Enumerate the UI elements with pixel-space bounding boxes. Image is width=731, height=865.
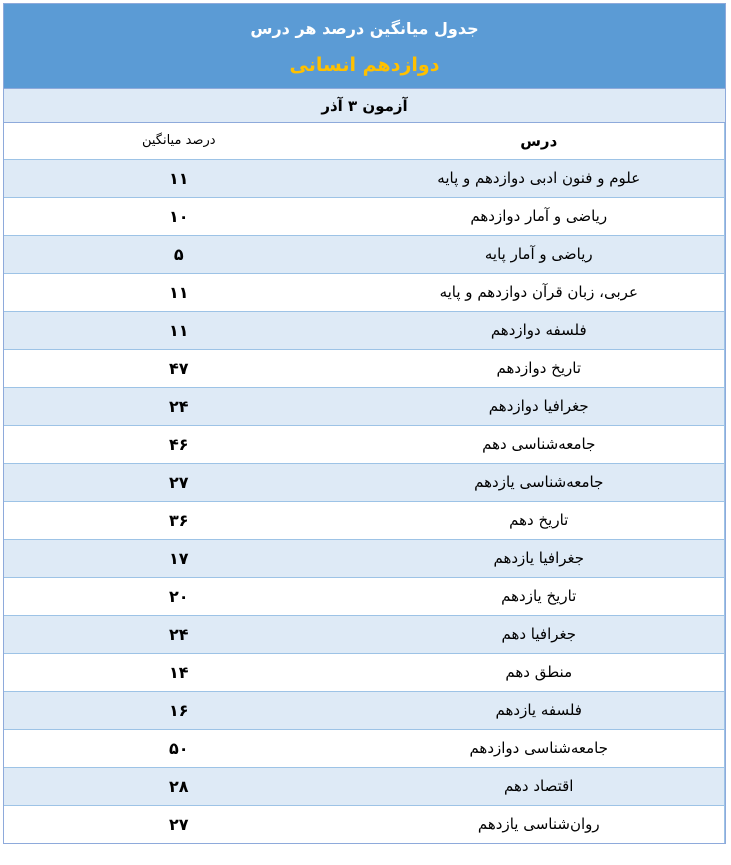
table-row	[4, 729, 725, 767]
average-cell: ۲۰	[4, 577, 354, 615]
lesson-cell: جغرافیا دهم	[354, 615, 725, 653]
average-cell: ۱۱	[4, 311, 354, 349]
average-cell: ۱۱	[4, 159, 354, 197]
table-row	[4, 159, 725, 197]
lesson-cell: جغرافیا یازدهم	[354, 539, 725, 577]
lesson-cell: جامعه‌شناسی دهم	[354, 425, 725, 463]
table-row	[4, 653, 725, 691]
column-header-row	[4, 123, 725, 159]
table-row	[4, 463, 725, 501]
column-header-average: درصد میانگین	[4, 123, 354, 159]
average-percent-table	[3, 3, 726, 844]
lesson-cell: تاریخ یازدهم	[354, 577, 725, 615]
average-cell: ۵	[4, 235, 354, 273]
table-header	[4, 4, 725, 89]
table-row	[4, 805, 725, 843]
table-row	[4, 349, 725, 387]
table-subtitle: دوازدهم انسانی	[289, 54, 440, 76]
average-cell: ۱۴	[4, 653, 354, 691]
lesson-cell: تاریخ دهم	[354, 501, 725, 539]
average-cell: ۵۰	[4, 729, 354, 767]
lesson-cell: روان‌شناسی یازدهم	[354, 805, 725, 843]
table-row	[4, 197, 725, 235]
average-cell: ۲۸	[4, 767, 354, 805]
average-cell: ۴۶	[4, 425, 354, 463]
exam-label: آزمون ۳ آذر	[4, 89, 725, 123]
table-row	[4, 311, 725, 349]
table-row	[4, 425, 725, 463]
average-cell: ۳۶	[4, 501, 354, 539]
table-row	[4, 691, 725, 729]
average-cell: ۲۴	[4, 615, 354, 653]
table-row	[4, 577, 725, 615]
table-row	[4, 235, 725, 273]
table-row	[4, 501, 725, 539]
results-table	[4, 123, 725, 843]
column-header-lesson: درس	[354, 123, 725, 159]
lesson-cell: ریاضی و آمار پایه	[354, 235, 725, 273]
table-title: جدول میانگین درصد هر درس	[250, 19, 479, 38]
lesson-cell: جامعه‌شناسی دوازدهم	[354, 729, 725, 767]
lesson-cell: فلسفه دوازدهم	[354, 311, 725, 349]
average-cell: ۱۱	[4, 273, 354, 311]
lesson-cell: فلسفه یازدهم	[354, 691, 725, 729]
table-row	[4, 539, 725, 577]
lesson-cell: عربی، زبان قرآن دوازدهم و پایه	[354, 273, 725, 311]
average-cell: ۴۷	[4, 349, 354, 387]
average-cell: ۱۰	[4, 197, 354, 235]
table-row	[4, 615, 725, 653]
table-row	[4, 387, 725, 425]
average-cell: ۱۷	[4, 539, 354, 577]
table-row	[4, 273, 725, 311]
lesson-cell: ریاضی و آمار دوازدهم	[354, 197, 725, 235]
lesson-cell: تاریخ دوازدهم	[354, 349, 725, 387]
average-cell: ۲۴	[4, 387, 354, 425]
lesson-cell: علوم و فنون ادبی دوازدهم و پایه	[354, 159, 725, 197]
table-row	[4, 767, 725, 805]
average-cell: ۱۶	[4, 691, 354, 729]
lesson-cell: جغرافیا دوازدهم	[354, 387, 725, 425]
average-cell: ۲۷	[4, 805, 354, 843]
average-cell: ۲۷	[4, 463, 354, 501]
lesson-cell: جامعه‌شناسی یازدهم	[354, 463, 725, 501]
lesson-cell: اقتصاد دهم	[354, 767, 725, 805]
lesson-cell: منطق دهم	[354, 653, 725, 691]
